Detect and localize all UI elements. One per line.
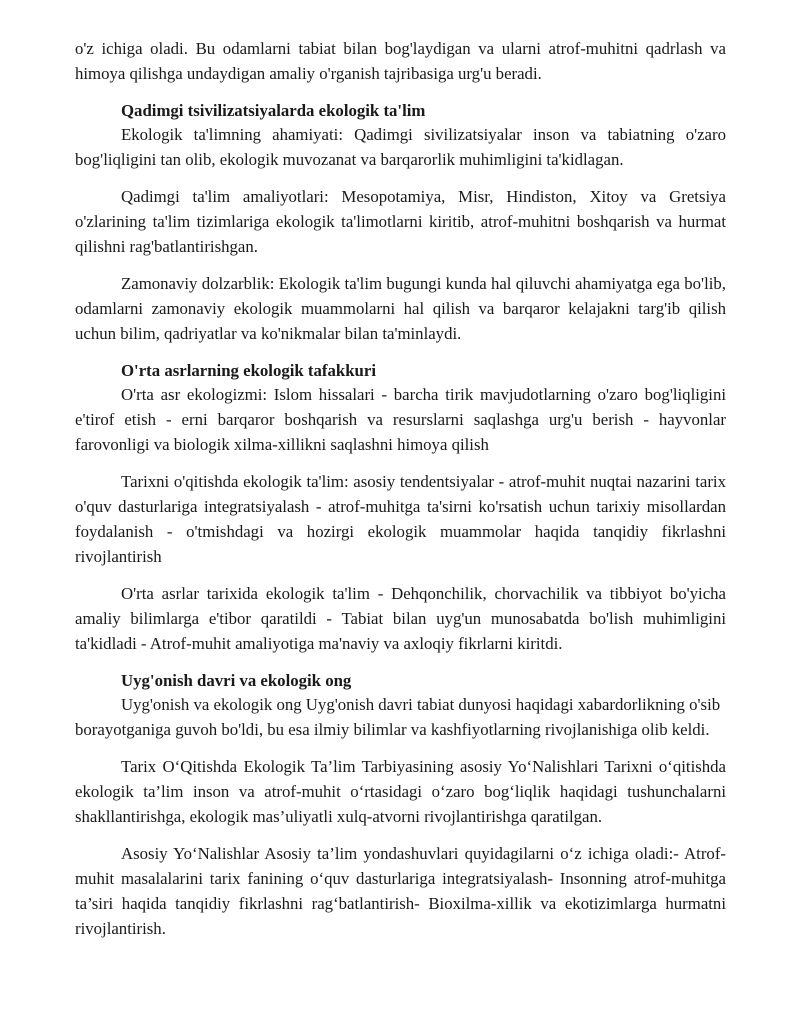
paragraph: O'rta asr ekologizmi: Islom hissalari - barcha tirik mavjudotlarning o'zaro bog'liqligini e'tirof etish - erni barqaror boshqarish va resurslarni saqlashga urg'u berish - hayvonlar farovonligi va biologik xilma-xillikni saqlashni himoya qilish — [75, 385, 726, 454]
paragraph: Ekologik ta'limning ahamiyati: Qadimgi sivilizatsiyalar inson va tabiatning o'zaro bog'liqligini tan olib, ekologik muvozanat va barqarorlik muhimligini ta'kidlagan. — [75, 125, 726, 169]
paragraph: Qadimgi ta'lim amaliyotlari: Mesopotamiya, Misr, Hindiston, Xitoy va Gretsiya o'zlarining ta'lim tizimlariga ekologik ta'limotlarni kiritib, atrof-muhitni boshqarish va hurmat qilishni rag'batlantirishgan. — [75, 187, 726, 256]
paragraph: Tarix O‘Qitishda Ekologik Ta’lim Tarbiyasining asosiy Yo‘Nalishlari Tarixni o‘qitishda ekologik ta’lim inson va atrof-muhit o‘rtasidagi o‘zaro bog‘liqlik haqidagi tushunchalarni shakllantirishga, ekologik mas’uliyatli xulq-atvorni rivojlantirishga qaratilgan. — [75, 757, 726, 826]
paragraph: Asosiy Yo‘Nalishlar Asosiy ta’lim yondashuvlari quyidagilarni o‘z ichiga oladi:- Atrof-muhit masalalarini tarix fanining o‘quv dasturlariga integratsiyalash- Insonning atrof-muhitga ta’siri haqida tanqidiy fikrlashni rag‘batlantirish- Bioxilma-xillik va ekotizimlarga hurmatni rivojlantirish. — [75, 844, 726, 938]
document-page — [75, 36, 726, 941]
section-heading-renaissance: Uyg'onish davri va ekologik ong — [121, 671, 352, 690]
paragraph: O'rta asrlar tarixida ekologik ta'lim - Dehqonchilik, chorvachilik va tibbiyot bo'yicha amaliy bilimlarga e'tibor qaratildi - Tabiat bilan uyg'un munosabatda bo'lish muhimligini ta'kidladi - Atrof-muhit amaliyotiga ma'naviy va axloqiy fikrlarni kiritdi. — [75, 584, 726, 653]
section-heading-ancient: Qadimgi tsivilizatsiyalarda ekologik ta'lim — [121, 101, 426, 120]
paragraph: Tarixni o'qitishda ekologik ta'lim: asosiy tendentsiyalar - atrof-muhit nuqtai nazarini tarix o'quv dasturlariga integratsiyalash - atrof-muhitga ta'sirni ko'rsatish uchun tarixiy misollardan foydalanish - o'tmishdagi va hozirgi ekologik muammolar haqida tanqidiy fikrlashni rivojlantirish — [75, 472, 726, 566]
intro-paragraph: o'z ichiga oladi. Bu odamlarni tabiat bilan bog'laydigan va ularni atrof-muhitni qadrlash va himoya qilishga undaydigan amaliy o'rganish tajribasiga urg'u beradi. — [75, 39, 726, 83]
paragraph: Zamonaviy dolzarblik: Ekologik ta'lim bugungi kunda hal qiluvchi ahamiyatga ega bo'lib, odamlarni zamonaviy ekologik muammolarni hal qilish va barqaror kelajakni targ'ib qilish uchun bilim, qadriyatlar va ko'nikmalar bilan ta'minlaydi. — [75, 274, 726, 343]
section-heading-medieval: O'rta asrlarning ekologik tafakkuri — [121, 361, 376, 380]
paragraph: Uyg'onish va ekologik ong Uyg'onish davri tabiat dunyosi haqidagi xabardorlikning o'sib borayotganiga guvoh bo'ldi, bu esa ilmiy bilimlar va kashfiyotlarning rivojlanishiga olib keldi. — [75, 695, 721, 739]
